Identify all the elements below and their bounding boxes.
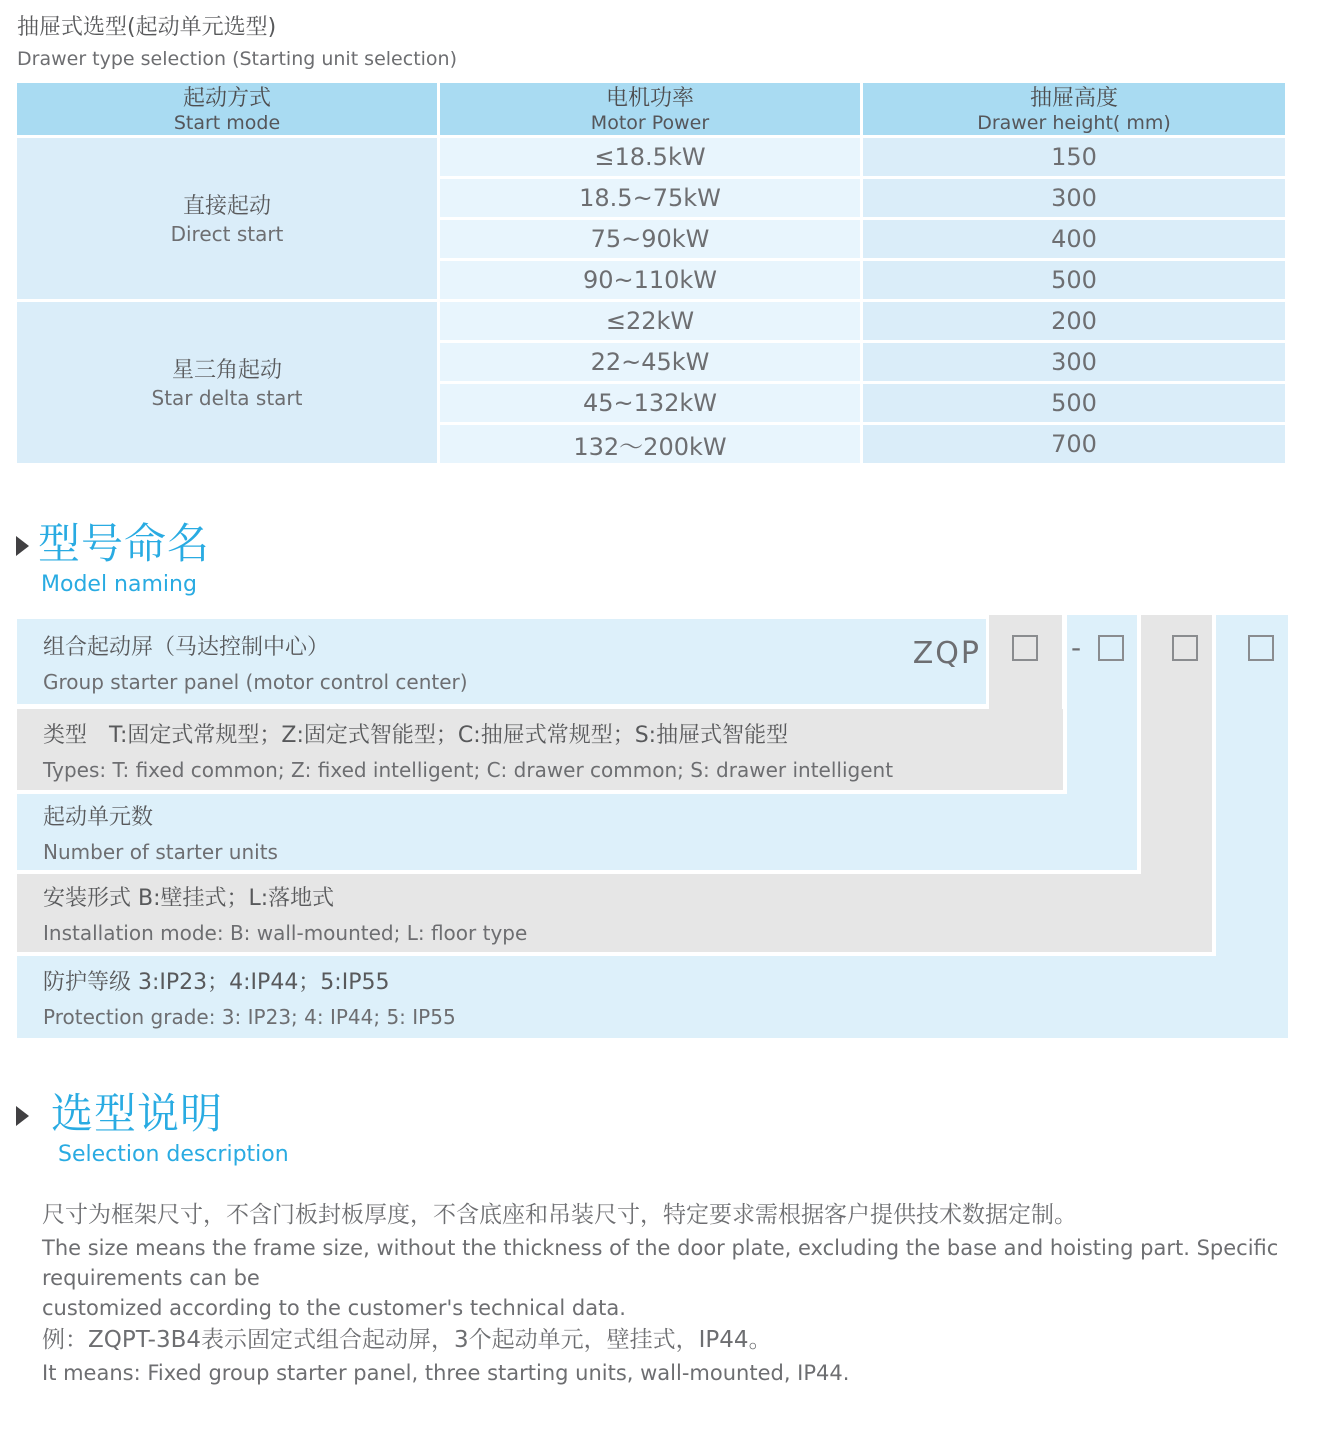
selection-description-body (42, 1198, 1297, 1388)
section-header-selection-description (16, 1090, 289, 1167)
drawer-height-cell: 500 (863, 261, 1285, 299)
start-mode-direct-en: Direct start (170, 221, 284, 246)
drawer-height-cell: 200 (863, 302, 1285, 340)
col-header-start-mode-zh: 起动方式 (182, 85, 271, 111)
motor-power-cell: 22~45kW (440, 343, 860, 381)
drawer-height-cell: 400 (863, 220, 1285, 258)
installation-code-box (1172, 635, 1198, 661)
col-header-drawer-height-zh: 抽屉高度 (1029, 85, 1118, 111)
desc-line-en: The size means the frame size, without the thickness of the door plate, excluding the base and hoisting part. Specific requirements can be (42, 1236, 1279, 1290)
drawer-height-cell: 700 (863, 425, 1285, 463)
drawer-height-cell: 500 (863, 384, 1285, 422)
selection-description-title-zh: 选型说明 (51, 1089, 224, 1138)
naming-row-installation-en: Installation mode: B: wall-mounted; L: floor type (43, 921, 528, 945)
page-title-zh: 抽屉式选型(起动单元选型) (17, 15, 277, 40)
start-mode-cell-direct (17, 138, 437, 299)
section-header-model-naming (16, 520, 210, 597)
protection-code-box (1248, 635, 1274, 661)
start-mode-cell-star-delta (17, 302, 437, 463)
desc-line-en: customized according to the customer's technical data. (42, 1296, 626, 1320)
start-mode-direct-zh: 直接起动 (182, 193, 271, 219)
col-header-motor-power (440, 83, 860, 135)
naming-row-protection-en: Protection grade: 3: IP23; 4: IP44; 5: IP55 (43, 1005, 456, 1029)
model-naming-diagram (17, 615, 1288, 1039)
col-header-drawer-height (863, 83, 1285, 135)
naming-row-type-en: Types: T: fixed common; Z: fixed intelligent; C: drawer common; S: drawer intelligent (43, 757, 894, 782)
code-column-installation (1141, 615, 1212, 952)
page-title-en: Drawer type selection (Starting unit selection) (17, 48, 457, 70)
motor-power-cell: ≤22kW (440, 302, 860, 340)
dash-separator: - (1071, 631, 1082, 664)
naming-row-type-zh: 类型 T:固定式常规型；Z:固定式智能型；C:抽屉式常规型；S:抽屉式智能型 (43, 722, 789, 748)
col-header-start-mode (17, 83, 437, 135)
naming-row-protection (17, 956, 1288, 1038)
naming-row-product (17, 619, 986, 704)
drawer-height-cell: 150 (863, 138, 1285, 176)
desc-line-zh: 例：ZQPT-3B4表示固定式组合起动屏，3个起动单元，壁挂式，IP44。 (42, 1327, 772, 1353)
model-naming-title-zh: 型号命名 (38, 519, 211, 568)
motor-power-cell: ≤18.5kW (440, 138, 860, 176)
drawer-height-cell: 300 (863, 343, 1285, 381)
motor-power-cell: 18.5~75kW (440, 179, 860, 217)
desc-line-en: It means: Fixed group starter panel, three starting units, wall-mounted, IP44. (42, 1361, 850, 1385)
table-header-row (17, 83, 1285, 135)
col-header-motor-power-en: Motor Power (590, 111, 710, 134)
start-mode-star-delta-zh: 星三角起动 (171, 357, 282, 383)
col-header-start-mode-en: Start mode (173, 111, 281, 134)
drawer-selection-table (14, 80, 1288, 466)
motor-power-cell: 132～200kW (440, 425, 860, 463)
naming-row-units-en: Number of starter units (43, 840, 278, 864)
naming-row-protection-zh: 防护等级 3:IP23；4:IP44；5:IP55 (43, 970, 390, 995)
table-row (17, 138, 1285, 176)
naming-row-product-zh: 组合起动屏（马达控制中心） (43, 634, 330, 660)
naming-row-installation (17, 874, 1212, 952)
start-mode-star-delta-en: Star delta start (151, 385, 303, 410)
section-title-block (51, 1090, 289, 1167)
section-title-block (38, 520, 210, 597)
naming-row-installation-zh: 安装形式 B:壁挂式；L:落地式 (43, 886, 335, 911)
model-naming-title-en: Model naming (41, 572, 197, 597)
desc-line-zh: 尺寸为框架尺寸，不含门板封板厚度，不含底座和吊装尺寸，特定要求需根据客户提供技术数据定制。 (42, 1202, 1077, 1228)
triangle-bullet-icon (16, 536, 29, 556)
table-row (17, 302, 1285, 340)
triangle-bullet-icon (16, 1106, 29, 1126)
type-code-box (1012, 635, 1038, 661)
motor-power-cell: 75~90kW (440, 220, 860, 258)
naming-row-type (17, 709, 1063, 790)
motor-power-cell: 90~110kW (440, 261, 860, 299)
naming-row-units-zh: 起动单元数 (43, 805, 154, 830)
col-header-motor-power-zh: 电机功率 (605, 85, 694, 111)
naming-row-product-en: Group starter panel (motor control center) (43, 669, 468, 694)
model-prefix: ZQP (912, 636, 981, 671)
col-header-drawer-height-en: Drawer height( mm) (977, 111, 1171, 134)
motor-power-cell: 45~132kW (440, 384, 860, 422)
naming-row-units (17, 794, 1137, 870)
selection-description-title-en: Selection description (58, 1142, 289, 1167)
code-column-protection (1216, 615, 1288, 1038)
units-code-box (1098, 635, 1124, 661)
drawer-height-cell: 300 (863, 179, 1285, 217)
